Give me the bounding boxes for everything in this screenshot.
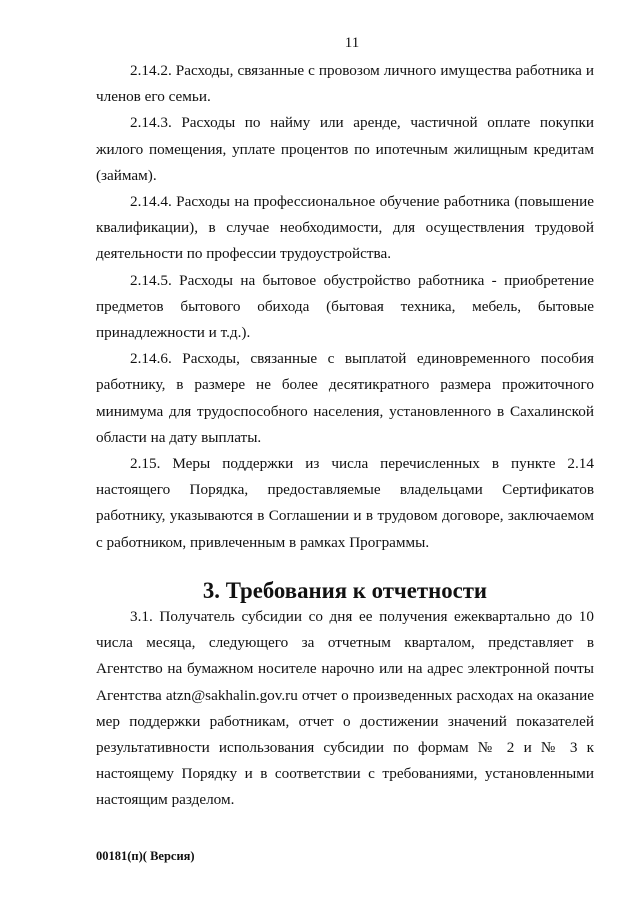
page-number: 11 bbox=[344, 35, 360, 51]
document-body bbox=[96, 58, 594, 814]
paragraph-2-14-4: 2.14.4. Расходы на профессиональное обучение работника (повышение квалификации), в случае необходимости, для осуществления трудовой деятельности по профессии трудоустройства. bbox=[96, 193, 594, 263]
paragraph-2-14-2: 2.14.2. Расходы, связанные с провозом личного имущества работника и членов его семьи. bbox=[96, 62, 594, 106]
paragraph-2-14-3: 2.14.3. Расходы по найму или аренде, частичной оплате покупки жилого помещения, уплате процентов по ипотечным жилищным кредитам (займам). bbox=[96, 114, 594, 184]
paragraph-3-1: 3.1. Получатель субсидии со дня ее получения ежеквартально до 10 числа месяца, следующего за отчетным кварталом, представляет в Агентство на бумажном носителе нарочно или на адрес электронной почты Агентства atzn@sakhalin.gov.ru отчет о произведенных расходах на оказание мер поддержки работникам, отчет о достижении значений показателей результативности использования субсидии по формам № 2 и № 3 к настоящему Порядку и в соответствии с требованиями, установленными настоящим разделом. bbox=[96, 608, 594, 809]
paragraph-2-14-6: 2.14.6. Расходы, связанные с выплатой единовременного пособия работнику, в размере не более десятикратного размера прожиточного минимума для трудоспособного населения, установленного в Сахалинской области на дату выплаты. bbox=[96, 350, 594, 446]
paragraph-2-14-5: 2.14.5. Расходы на бытовое обустройство работника - приобретение предметов бытового обихода (бытовая техника, мебель, бытовые принадлежности и т.д.). bbox=[96, 271, 594, 342]
paragraph-2-15: 2.15. Меры поддержки из числа перечисленных в пункте 2.14 настоящего Порядка, предоставляемые владельцами Сертификатов работнику, указываются в Соглашении и в трудовом договоре, заключаемом с работником, привлеченным в рамках Программы. bbox=[96, 455, 594, 551]
section-title: 3. Требования к отчетности bbox=[202, 577, 488, 603]
document-footer-code: 00181(п)( Версия) bbox=[96, 849, 195, 863]
